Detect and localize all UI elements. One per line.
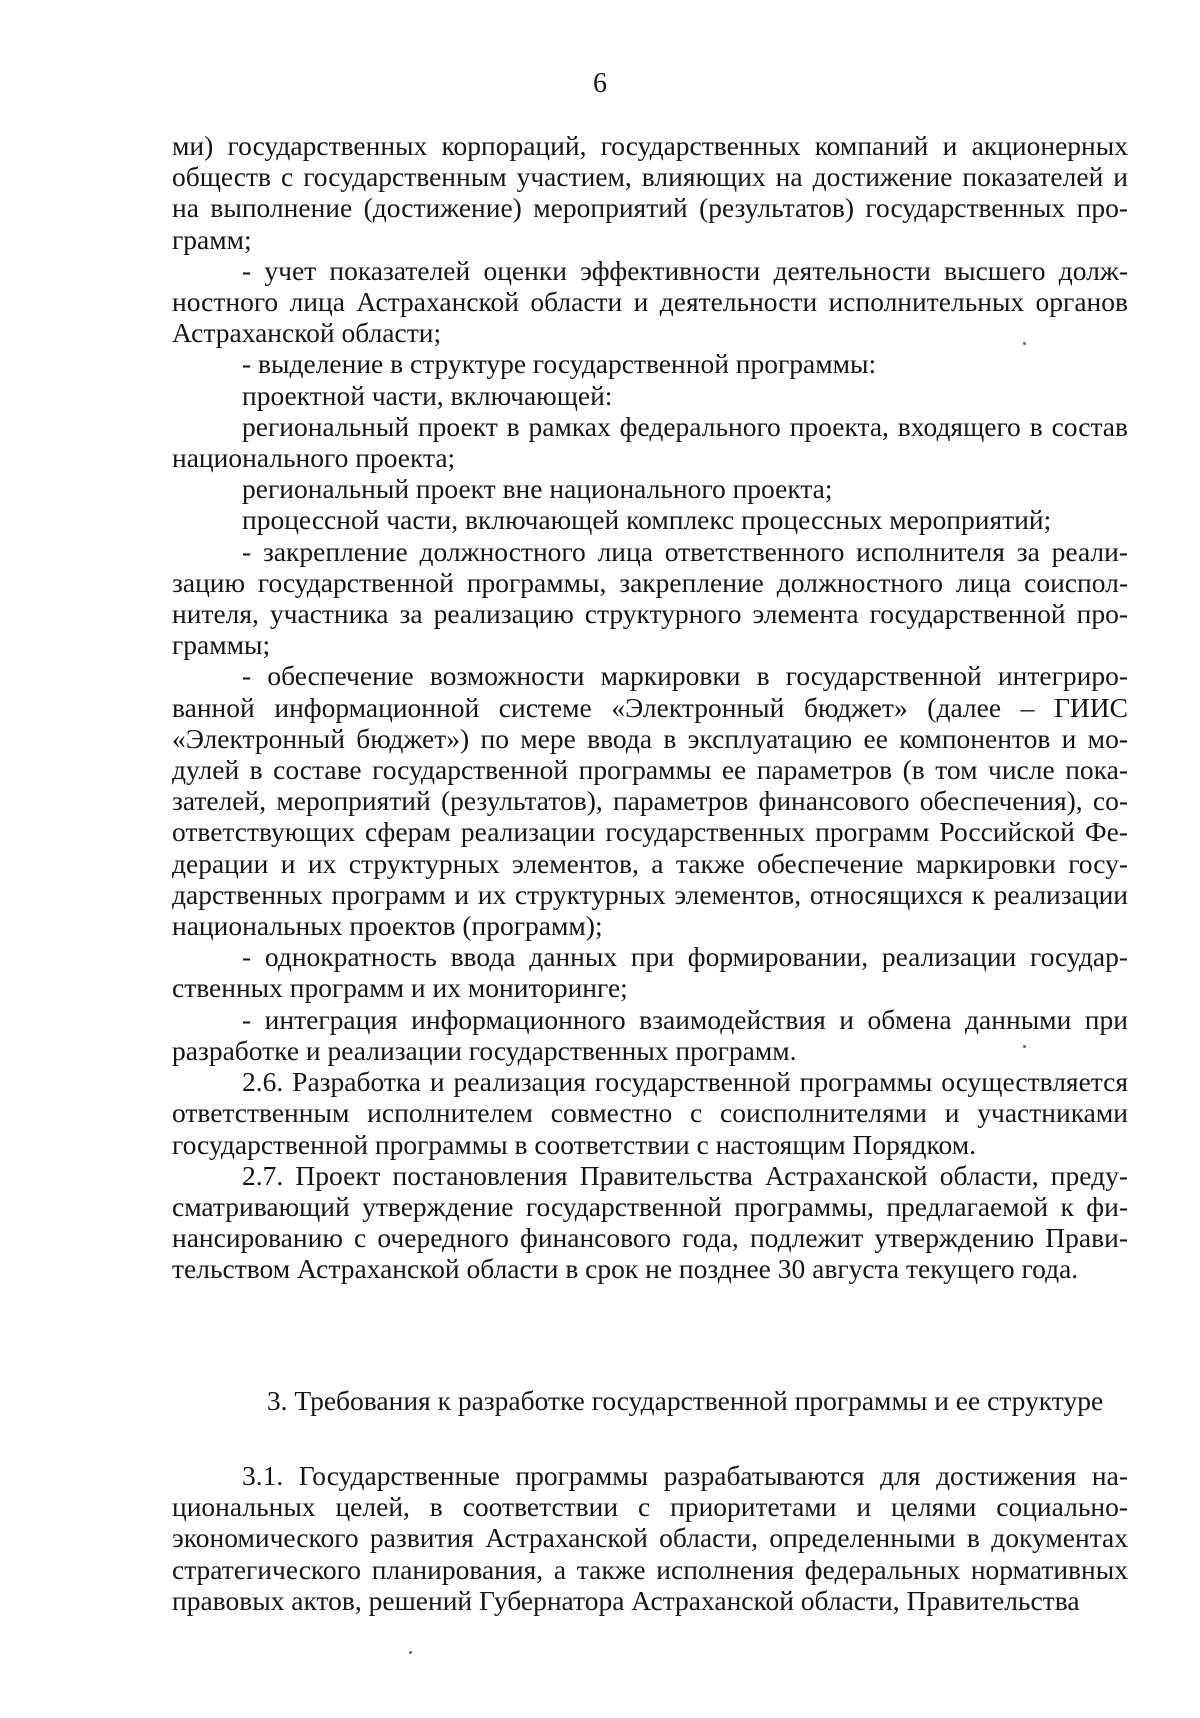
paragraph: - однократность ввода данных при формировании, реализации государственных программ и их мониторинге;: [172, 941, 1128, 1004]
section-heading: 3. Требования к разработке государственной программы и ее структуре: [266, 1385, 1104, 1416]
paragraph: 2.7. Проект постановления Правительства Астраханской области, предусматривающий утверждение государственной программы, предлагаемой к финансированию с очередного финансового года, подлежит утверждению Правительством Астраханской области в срок не позднее 30 августа текущего года.: [172, 1159, 1128, 1285]
paragraph: - выделение в структуре государственной программы:: [242, 348, 877, 380]
paragraph: процессной части, включающей комплекс процессных мероприятий;: [242, 504, 1052, 536]
paragraph: - интеграция информационного взаимодействия и обмена данными при разработке и реализации государственных программ.: [172, 1003, 1128, 1066]
paragraph: - обеспечение возможности маркировки в государственной интегрированной информационной системе «Электронный бюджет» (далее – ГИИС «Электронный бюджет») по мере ввода в эксплуатацию ее компонентов и модулей в составе государственной программы ее параметров (в том числе показателей, мероприятий (результатов), параметров финансового обеспечения), соответствующих сферам реализации государственных программ Российской Федерации и их структурных элементов, а также обеспечение маркировки государственных программ и их структурных элементов, относящихся к реализации национальных проектов (программ);: [172, 660, 1128, 942]
section-body: [172, 1460, 1128, 1616]
paragraph: 3.1. Государственные программы разрабатываются для достижения национальных целей, в соответствии с приоритетами и целями социально-экономического развития Астраханской области, определенными в документах стратегического планирования, а также исполнения федеральных нормативных правовых актов, решений Губернатора Астраханской области, Правительства: [172, 1460, 1128, 1616]
scan-speck: [409, 1651, 412, 1654]
page-number: 6: [593, 68, 607, 99]
scan-speck: [1023, 1045, 1026, 1048]
paragraph: - учет показателей оценки эффективности деятельности высшего должностного лица Астраханской области и деятельности исполнительных органов Астраханской области;: [172, 254, 1128, 349]
paragraph: 2.6. Разработка и реализация государственной программы осуществляется ответственным исполнителем совместно с соисполнителями и участниками государственной программы в соответствии с настоящим Порядком.: [172, 1066, 1128, 1160]
document-body: [172, 130, 1128, 1285]
paragraph: ми) государственных корпораций, государственных компаний и акционерных обществ с государственным участием, влияющих на достижение показателей и на выполнение (достижение) мероприятий (результатов) государственных программ;: [172, 130, 1128, 255]
paragraph: - закрепление должностного лица ответственного исполнителя за реализацию государственной программы, закрепление должностного лица соисполнителя, участника за реализацию структурного элемента государственной программы;: [172, 535, 1128, 661]
scan-speck: [1023, 342, 1026, 345]
paragraph: региональный проект в рамках федерального проекта, входящего в состав национального проекта;: [172, 410, 1128, 474]
paragraph: проектной части, включающей:: [242, 379, 613, 411]
paragraph: региональный проект вне национального проекта;: [242, 473, 833, 505]
